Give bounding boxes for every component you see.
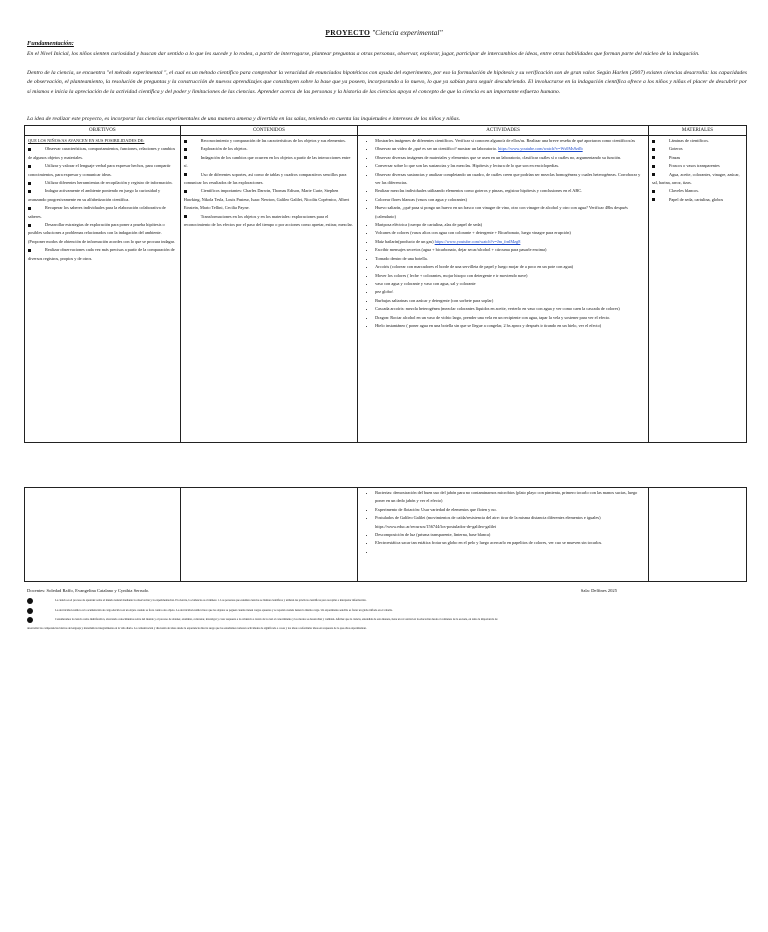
document-title bbox=[0, 28, 768, 37]
fundamentacion-heading: Fundamentación: bbox=[27, 40, 74, 47]
actividad-text: Cascada arcoíris: mezcla heterogénea (mezclar colorantes líquidos en aceite, verterlo en vaso con agua y ver como caen la cascada de colores) bbox=[375, 306, 620, 312]
contenido-text: Científicos importantes: Charles Darwin, Thomas Edison, Marie Curie, Stephen Hawking, Nikola Tesla, Louis Pasteur, Isaac Newton, Galileo Galilei, Nicolás Copérnico, Albert Einstein, Mario Tellini, Cecilia Payne. bbox=[183, 188, 350, 211]
bullet-icon bbox=[28, 249, 31, 252]
actividad-text: vaso con agua y colorante y vaso con agua, sal y colorante bbox=[375, 280, 476, 286]
actividades-cell bbox=[358, 136, 649, 443]
actividad-text: Tornado dentro de una botella. bbox=[375, 255, 428, 261]
intro-paragraph-3: La idea de realizar este proyecto, es incorporar las ciencias experimentales de una manera amena y divertida en las salas, teniendo en cuenta las inquietudes e intereses de los niños y niñas. bbox=[27, 116, 461, 122]
actividad-item bbox=[375, 162, 645, 170]
actividad-text: Mariposa eléctrica (cuerpo de cartulina, alas de papel de seda) bbox=[375, 222, 483, 228]
actividad-item bbox=[375, 154, 645, 162]
actividad-item bbox=[375, 255, 645, 263]
objetivo-text: Observar características, comportamientos, funciones, relaciones y cambios de algunos objetos y materiales. bbox=[28, 146, 176, 160]
bullet-icon bbox=[652, 198, 655, 201]
footer-teachers: Docentes: Soledad Raffo, Evangelina Catalano y Cynthia Serrudo. bbox=[27, 588, 150, 593]
actividad-link[interactable]: https://www.youtube.com/watch?v=Jm_frnlMzg8 bbox=[434, 238, 521, 244]
table-body-row bbox=[25, 136, 747, 443]
material-text: Pinzas bbox=[668, 154, 681, 160]
objetivos-list bbox=[28, 145, 177, 263]
footnote: La ciencia es el proceso de aprender sobre el mundo natural mediante la observación y la experimentación. En ciencia, la evidencia es el número 1. Las personas que estudian ciencias se llaman científicos y utilizan las prácticas científicas para recopilar e interpretar información. bbox=[27, 596, 747, 606]
actividad-text: Colorear flores blancas (vasos con agua y colorantes) bbox=[375, 196, 467, 202]
contenido-item bbox=[184, 171, 354, 188]
footnotes bbox=[27, 596, 747, 633]
footer-room: Sala: Delfines 2025 bbox=[580, 588, 617, 593]
contenido-text: Reconocimiento y comparación de las características de los objetos y sus elementos. bbox=[200, 138, 346, 143]
bullet-icon bbox=[184, 148, 187, 151]
actividades-cell-continued bbox=[358, 488, 649, 582]
contenidos-cell-empty bbox=[180, 488, 357, 582]
actividad-item bbox=[375, 221, 645, 229]
material-text: Goteros bbox=[668, 146, 683, 152]
actividad-text: Escribir mensajes secretos (agua + bicarbonato, dejar secar/alcohol + cúrcuma para pasarle encima) bbox=[375, 247, 547, 253]
actividad-item bbox=[375, 548, 645, 556]
bullet-icon bbox=[27, 617, 33, 623]
objetivo-item bbox=[28, 204, 177, 221]
actividad-text: Realizar mezclas individuales utilizando elementos como goteros y pinzas, registrar hipótesis y conclusiones en el ABC. bbox=[375, 188, 583, 194]
actividad-item bbox=[375, 171, 645, 188]
actividad-item bbox=[375, 305, 645, 313]
actividad-text: Arcoíris (colorear con marcadores el borde de una servilleta de papel y luego mojar de a poco en un pote con agua) bbox=[375, 264, 574, 270]
objetivo-item bbox=[28, 246, 177, 263]
bullet-icon bbox=[28, 165, 31, 168]
bullet-icon bbox=[652, 190, 655, 193]
bullet-icon bbox=[28, 224, 31, 227]
header-objetivos: OBJETIVOS bbox=[25, 126, 181, 136]
material-item bbox=[652, 171, 743, 188]
contenido-item bbox=[184, 187, 354, 212]
bullet-icon bbox=[652, 156, 655, 159]
material-text: Agua, aceite, colorantes, vinagre, azúcar, sal, harina, arroz, tizas. bbox=[651, 171, 740, 186]
planning-table bbox=[24, 125, 747, 443]
header-materiales: MATERIALES bbox=[648, 126, 746, 136]
actividad-item bbox=[375, 314, 645, 322]
materiales-cell bbox=[648, 136, 746, 443]
bullet-icon bbox=[28, 148, 31, 151]
material-item bbox=[652, 137, 743, 145]
objetivo-item bbox=[28, 162, 177, 179]
bullet-icon bbox=[27, 598, 33, 604]
objetivo-item bbox=[28, 187, 177, 204]
actividad-item: • Descomposición de luz (prisma transparente, linterna, base blanca) bbox=[375, 531, 645, 539]
objetivo-text: Utilizar y valorar el lenguaje verbal para expresar hechos, para compartir conocimientos, para expresar y comunicar ideas. bbox=[28, 163, 171, 177]
actividad-text: pez globo\ bbox=[375, 289, 394, 295]
bullet-icon bbox=[184, 140, 187, 143]
objetivo-text: Indagar activamente el ambiente poniendo en juego la curiosidad y avanzando progresivamente en su alfabetización científica. bbox=[28, 188, 161, 202]
table-body-row bbox=[25, 488, 747, 582]
actividad-item bbox=[375, 137, 645, 145]
footnote: La electricidad estática es la acumulación de carga eléctrica en un objeto cuando se frota contra otro objeto. La electricidad estática hace que los objetos se peguen cuando tienen cargas opuestas y se repelan cuando tienen la misma carga. Un experimento sencillo es frotar un globo inflado en el cabello. bbox=[27, 606, 747, 616]
actividad-item bbox=[375, 187, 645, 195]
bullet-icon bbox=[652, 148, 655, 151]
title-main: PROYECTO bbox=[325, 28, 371, 37]
bullet-icon bbox=[184, 190, 187, 193]
bullet-icon bbox=[652, 140, 655, 143]
objetivos-cell bbox=[25, 136, 181, 443]
bullet-icon bbox=[652, 165, 655, 168]
objetivo-text: Utilizar diferentes herramientas de recopilación y registro de información. bbox=[45, 180, 173, 186]
actividad-text: Burbujas saltarinas con azúcar y detergente (con sorbete para soplar) bbox=[375, 297, 494, 303]
bullet-icon bbox=[28, 182, 31, 185]
header-actividades: ACTIVIDADES bbox=[358, 126, 649, 136]
contenidos-cell bbox=[180, 136, 357, 443]
contenido-item bbox=[184, 213, 354, 230]
actividad-text: Mostrarles imágenes de diferentes científicos. Verificar si conocen alguno/a de ellos/as. Realizar una breve reseña de qué aportaron como científicos/as bbox=[375, 138, 636, 143]
bullet-icon bbox=[184, 173, 187, 176]
contenido-text: Transformaciones en los objetos y en los materiales: exploraciones para el reconocimiento de los efectos por el paso del tiempo o por acciones como apretar, estirar, mezclar. bbox=[183, 213, 353, 228]
footnote: Consideramos la ciencia como multifacética, abarcando conocimientos sobre del mundo y el proceso de obtener, examinar, contrastar, investigar y crear respuesta a la evidencia a través de la cual el conocimiento y los modos se desarrollan y cambian. Afirmar que la ciencia, entendida de esta manera, tiene un rol central en la educación desde el comienzo de la escuela, en tanto la importancia de bbox=[27, 615, 747, 625]
actividad-text: Mover los colores ( leche + colorantes, mojar hisopo con detergente e ir moviendo nave) bbox=[375, 272, 528, 278]
material-item bbox=[652, 196, 743, 204]
footnote-continuation: desarrollar las competencias básicas de lenguaje y matemáticas integralmente en la vida diaria. La comunicación y discusión de ideas desde la experiencia directa surge que los estudiantes tomaron actividades de significado a cosas y los ideas a reformular ideas en respuesta de lo que ellos experimentan. bbox=[27, 626, 367, 630]
actividad-item bbox=[375, 297, 645, 305]
contenido-text: Exploración de los objetos. bbox=[200, 146, 248, 152]
material-item bbox=[652, 162, 743, 170]
objetivo-item bbox=[28, 179, 177, 187]
material-item bbox=[652, 145, 743, 153]
materiales-list bbox=[652, 137, 743, 204]
actividad-text: Hielo instantáneo ( poner agua en una botella sin que se llegue a congelar, 2 hs aprox y después ir tirando en un hielo, ver el efecto) bbox=[375, 322, 602, 328]
bullet-icon bbox=[28, 190, 31, 193]
actividad-text: Conversar sobre lo que son las sustancias y las mezclas. Hipótesis y lectura de lo que son en enciclopedias. bbox=[375, 163, 560, 169]
title-sub: "Ciencia experimental" bbox=[372, 28, 443, 37]
objetivo-text: Recuperar los saberes individuales para la elaboración colaborativa de saberes. bbox=[28, 205, 166, 219]
bullet-icon bbox=[184, 156, 187, 159]
actividad-item bbox=[375, 246, 645, 254]
contenido-text: Indagación de los cambios que ocurren en los objetos a partir de las interacciones entre sí. bbox=[183, 154, 351, 169]
objetivo-text: Realizar observaciones cada vez más precisas a partir de la comparación de diversos registros, propios y de otros. bbox=[28, 247, 175, 261]
actividad-item bbox=[375, 196, 645, 204]
objetivo-item bbox=[28, 221, 177, 246]
actividad-item bbox=[375, 229, 645, 237]
actividad-text: Huevo saltarín, ¿qué pasa si pongo un huevo en un frasco con vinagre de vino, otro con vinagre de alcohol y otro con agua? Verificar 48hs después (calendario) bbox=[375, 205, 628, 219]
actividad-item: • Bacterias: demostración del buen uso del jabón para no contaminarnos microbios (plato playo con pimienta, primero tocarlo con las manos sucias, luego poner en un dedo jabón y ver el efecto) bbox=[375, 489, 645, 506]
actividad-item bbox=[375, 204, 645, 221]
objetivos-intro: QUE LOS NIÑOS/AS AVANCEN EN SUS POSIBILIDADES DE: bbox=[28, 138, 145, 143]
contenido-item bbox=[184, 145, 354, 153]
footer bbox=[27, 588, 747, 594]
header-contenidos: CONTENIDOS bbox=[180, 126, 357, 136]
actividad-item bbox=[375, 263, 645, 271]
actividad-item bbox=[375, 288, 645, 296]
material-text: Frascos o vasos transparentes bbox=[668, 163, 720, 169]
materiales-cell-empty bbox=[648, 488, 746, 582]
actividad-item bbox=[375, 272, 645, 280]
planning-table-continued bbox=[24, 487, 747, 582]
actividad-item bbox=[375, 238, 645, 246]
actividad-link[interactable]: https://www.youtube.com/watch?v=Ws0Ms9ztIb bbox=[498, 146, 583, 152]
objetivo-item bbox=[28, 145, 177, 162]
objetivos-cell-empty bbox=[25, 488, 181, 582]
actividad-item bbox=[375, 145, 645, 153]
actividad-text: Volcanes de colores (vasos altos con agua con colorante + detergente + Bicarbonato, luego vinagre para erupción) bbox=[375, 230, 571, 236]
table-header-row bbox=[25, 126, 747, 136]
actividades-list bbox=[361, 137, 645, 330]
material-text: Láminas de científicos. bbox=[668, 138, 709, 143]
material-text: Claveles blancos. bbox=[668, 188, 700, 194]
actividad-item bbox=[375, 280, 645, 288]
actividad-item: • Postulados de Galileo Galilei (movimientos de caída/resistencia del aire: tirar de la misma distancia diferentes elementos e iguales) https://www.educ.ar/recursos/156744/los-postulados-de-galileo-galilei bbox=[375, 514, 645, 531]
actividad-text: Observar diversas imágenes de materiales y elementos que se usen en un laboratorio, clasificar cuáles sí o cuáles no, argumentando su función. bbox=[375, 154, 622, 160]
bullet-icon bbox=[652, 173, 655, 176]
contenidos-list bbox=[184, 137, 354, 229]
material-text: Papel de seda, cartulina, globos bbox=[668, 196, 724, 202]
actividad-text: Dragon: Rociar alcohol en un vaso de vidrio largo, prender una vela en un recipiente con agua, tapar la vela y sostener para ver el efecto. bbox=[375, 314, 611, 320]
actividades-list-continued bbox=[361, 489, 645, 556]
actividad-text: Observar un video de ¿qué es ser un científico? mostrar un laboratorio. bbox=[375, 146, 498, 152]
material-item bbox=[652, 187, 743, 195]
intro-paragraph-1: En el Nivel Inicial, los niños sienten curiosidad y buscan dar sentido a lo que les sucede y lo rodea, a partir de interrogarse, plantear preguntas a otras personas, observar, explorar, jugar, participar de intercambios de ideas, entre otras habilidades que forman parte del núcleo de la indagación. bbox=[27, 51, 700, 57]
contenido-text: Uso de diferentes soportes, así como de tablas y cuadros comparativos sencillos para comunicar los resultados de las exploraciones. bbox=[183, 171, 347, 186]
actividad-item: • Electroestática sacar tan estática frotar un globo en el pelo y luego acercarlo en papelitos de colores, ver cuo se mueven sin tocarlos. bbox=[375, 539, 645, 547]
material-item bbox=[652, 154, 743, 162]
contenido-item bbox=[184, 154, 354, 171]
actividad-item: • Experimento de flotación: Usar variedad de elementos que floten y no. bbox=[375, 506, 645, 514]
contenido-item bbox=[184, 137, 354, 145]
bullet-icon bbox=[184, 215, 187, 218]
intro-paragraph-2: Dentro de la ciencia, se encuentra "el método experimental ", el cual es un método científico para comprobar la veracidad de enunciados hipotéticos con ayuda del experimento, por eso la formulación de hipótesis y su verificación son de gran valor. Según Harlen (2007) existen ciencias desarrolla: las capacidades de observación, el planteamiento, la resolución de preguntas y la construcción de nuevos aprendizajes que constituyen sobre la base que ya poseen, incorporando a lo nuevo, lo que ya sabían para seguir descubriendo. El involucrarse en la indagación científica ofrece a los niños y niñas el placer de descubrir por sí mismos e inicia la apreciación de la actividad científica y del poder y limitaciones de las ciencias. Aprender acerca de las personas y la historia de las ciencias apoya el concepto de que la ciencia es un importante esfuerzo humano. bbox=[27, 70, 747, 95]
bullet-icon bbox=[27, 608, 33, 614]
actividad-text: Maíz bailarín(producto de un gas) bbox=[375, 238, 434, 244]
actividad-text: Observar diversas sustancias y analizar completando un cuadro, de cuáles creen que podrían ser mezclas homogéneas y cuales heterogéneas. Corroborar y ver las diferencias. bbox=[375, 171, 641, 186]
objetivo-text: Desarrollar estrategias de exploración para poner a prueba hipótesis o posibles soluciones a problemas relacionados con la indagación del ambiente. (Proponer modos de obtención de información acordes con lo que se procura indagar. bbox=[28, 222, 175, 244]
bullet-icon bbox=[28, 207, 31, 210]
actividad-item bbox=[375, 322, 645, 330]
